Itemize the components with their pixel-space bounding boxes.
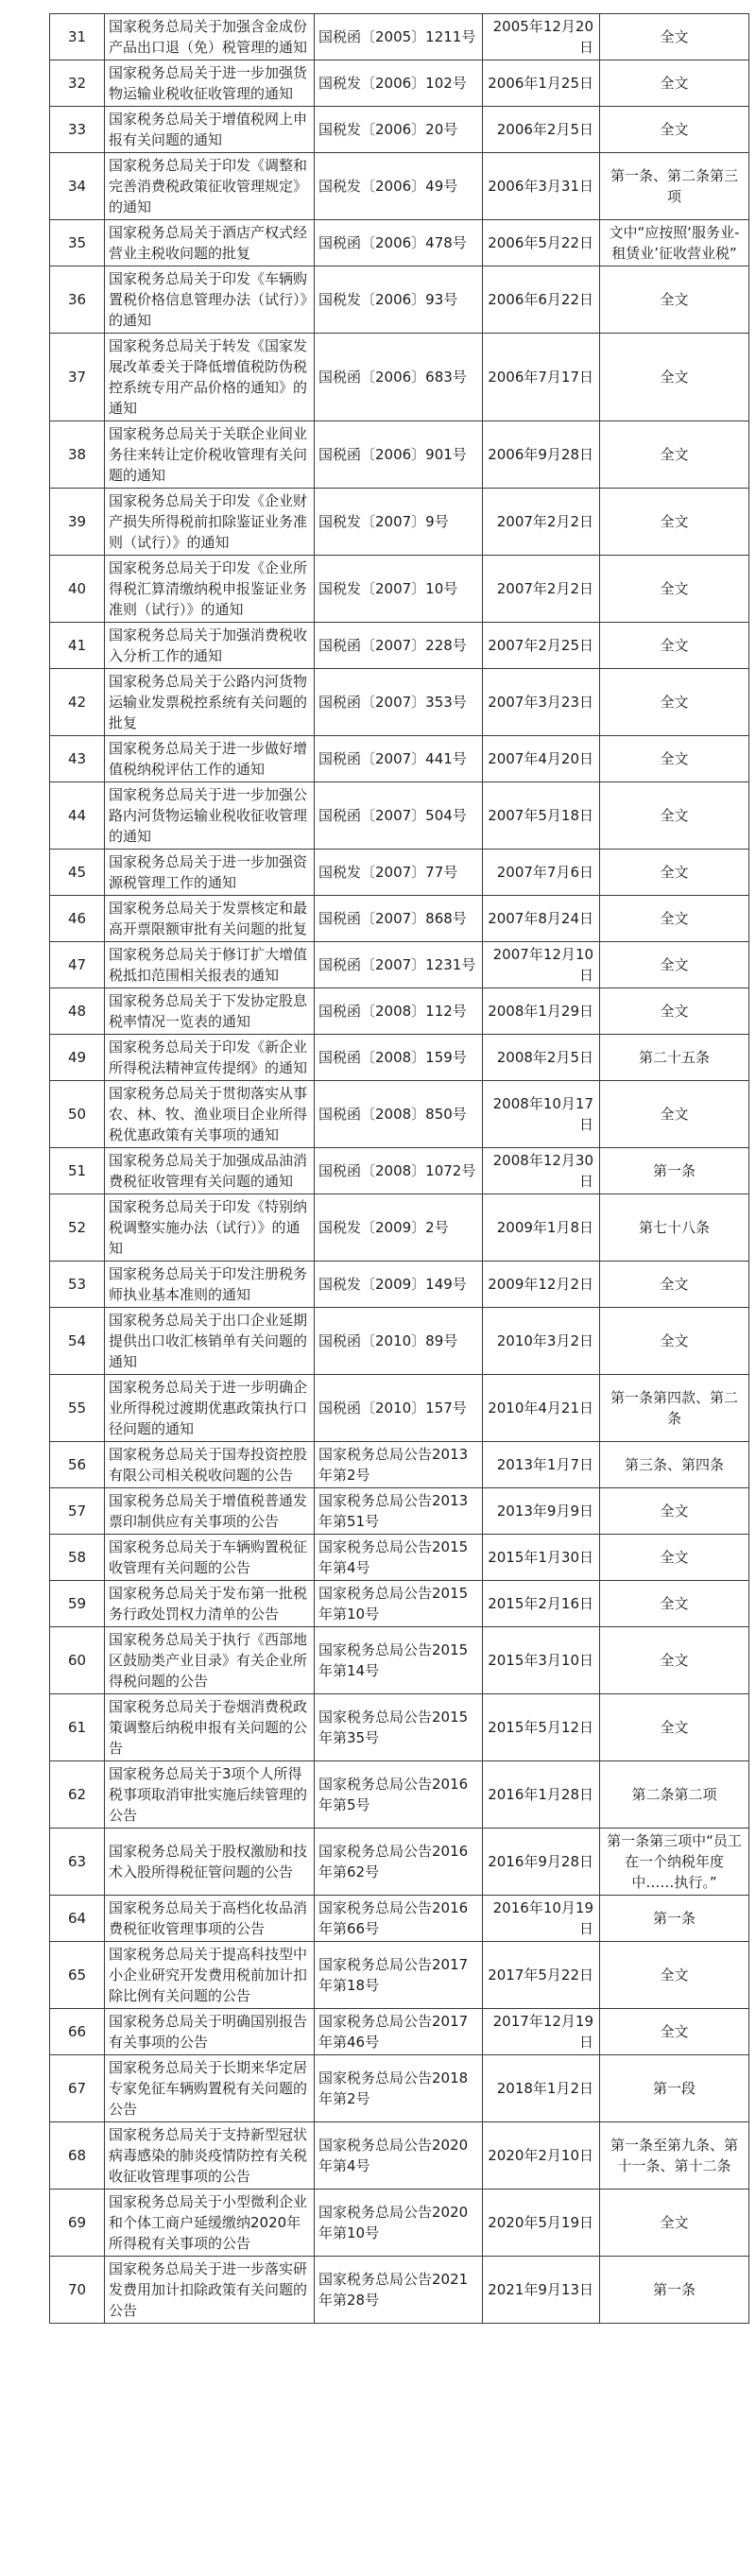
row-number: 37 xyxy=(50,334,105,421)
issue-date: 2006年7月17日 xyxy=(483,334,600,421)
issue-date: 2006年1月25日 xyxy=(483,60,600,107)
repealed-scope: 第一段 xyxy=(600,2055,749,2122)
row-number: 31 xyxy=(50,14,105,60)
table-row xyxy=(50,2257,749,2324)
row-number: 54 xyxy=(50,1308,105,1375)
row-number: 61 xyxy=(50,1694,105,1761)
row-number: 47 xyxy=(50,942,105,988)
row-number: 65 xyxy=(50,1942,105,2009)
document-number: 国税发〔2007〕77号 xyxy=(315,850,483,896)
issue-date: 2006年2月5日 xyxy=(483,107,600,153)
document-number: 国税发〔2009〕149号 xyxy=(315,1262,483,1308)
document-title: 国家税务总局关于加强含金成份产品出口退（免）税管理的通知 xyxy=(105,14,315,60)
document-number: 国税发〔2009〕2号 xyxy=(315,1194,483,1262)
document-title: 国家税务总局关于修订扩大增值税抵扣范围相关报表的通知 xyxy=(105,942,315,988)
issue-date: 2006年9月28日 xyxy=(483,421,600,489)
document-number: 国家税务总局公告2020年第4号 xyxy=(315,2122,483,2190)
document-number: 国税函〔2010〕89号 xyxy=(315,1308,483,1375)
issue-date: 2017年12月19日 xyxy=(483,2009,600,2055)
table-row xyxy=(50,1761,749,1829)
table-row xyxy=(50,1829,749,1896)
row-number: 52 xyxy=(50,1194,105,1262)
row-number: 38 xyxy=(50,421,105,489)
row-number: 36 xyxy=(50,266,105,334)
document-title: 国家税务总局关于贯彻落实从事农、林、牧、渔业项目企业所得税优惠政策有关事项的通知 xyxy=(105,1081,315,1148)
table-row xyxy=(50,1035,749,1081)
table-row xyxy=(50,1308,749,1375)
repealed-scope: 第二条第二项 xyxy=(600,1761,749,1829)
repealed-scope: 全文 xyxy=(600,1627,749,1694)
row-number: 53 xyxy=(50,1262,105,1308)
repealed-scope: 全文 xyxy=(600,988,749,1035)
issue-date: 2010年4月21日 xyxy=(483,1375,600,1442)
repealed-scope: 第一条、第二条第三项 xyxy=(600,153,749,220)
document-number: 国家税务总局公告2013年第51号 xyxy=(315,1488,483,1535)
table-row xyxy=(50,60,749,107)
issue-date: 2007年12月10日 xyxy=(483,942,600,988)
table-row xyxy=(50,266,749,334)
document-number: 国税函〔2007〕868号 xyxy=(315,896,483,942)
document-number: 国税函〔2008〕1072号 xyxy=(315,1148,483,1194)
row-number: 64 xyxy=(50,1896,105,1942)
table-row xyxy=(50,14,749,60)
issue-date: 2008年1月29日 xyxy=(483,988,600,1035)
document-number: 国税函〔2007〕228号 xyxy=(315,623,483,669)
document-number: 国家税务总局公告2013年第2号 xyxy=(315,1442,483,1488)
document-title: 国家税务总局关于转发《国家发展改革委关于降低增值税防伪税控系统专用产品价格的通知》的通知 xyxy=(105,334,315,421)
issue-date: 2006年3月31日 xyxy=(483,153,600,220)
repealed-scope: 全文 xyxy=(600,489,749,556)
repealed-scope: 第一条至第九条、第十一条、第十二条 xyxy=(600,2122,749,2190)
table-row xyxy=(50,1581,749,1627)
document-title: 国家税务总局关于公路内河货物运输业发票税控系统有关问题的批复 xyxy=(105,669,315,736)
document-title: 国家税务总局关于进一步落实研发费用加计扣除政策有关问题的公告 xyxy=(105,2257,315,2324)
repealed-scope: 全文 xyxy=(600,1694,749,1761)
document-title: 国家税务总局关于印发《调整和完善消费税政策征收管理规定》的通知 xyxy=(105,153,315,220)
issue-date: 2010年3月2日 xyxy=(483,1308,600,1375)
row-number: 66 xyxy=(50,2009,105,2055)
issue-date: 2007年2月2日 xyxy=(483,489,600,556)
row-number: 60 xyxy=(50,1627,105,1694)
issue-date: 2020年2月10日 xyxy=(483,2122,600,2190)
document-title: 国家税务总局关于印发《车辆购置税价格信息管理办法（试行）》的通知 xyxy=(105,266,315,334)
table-row xyxy=(50,782,749,850)
repealed-scope: 全文 xyxy=(600,1262,749,1308)
repealed-scope: 第二十五条 xyxy=(600,1035,749,1081)
repealed-scope: 全文 xyxy=(600,850,749,896)
issue-date: 2009年1月8日 xyxy=(483,1194,600,1262)
document-number: 国税函〔2007〕353号 xyxy=(315,669,483,736)
issue-date: 2006年6月22日 xyxy=(483,266,600,334)
table-row xyxy=(50,1081,749,1148)
document-title: 国家税务总局关于高档化妆品消费税征收管理事项的公告 xyxy=(105,1896,315,1942)
document-number: 国税发〔2007〕10号 xyxy=(315,556,483,623)
issue-date: 2007年8月24日 xyxy=(483,896,600,942)
issue-date: 2013年1月7日 xyxy=(483,1442,600,1488)
issue-date: 2020年5月19日 xyxy=(483,2190,600,2257)
table-row xyxy=(50,107,749,153)
document-title: 国家税务总局关于小型微利企业和个体工商户延缓缴纳2020年所得税有关事项的公告 xyxy=(105,2190,315,2257)
row-number: 58 xyxy=(50,1535,105,1581)
issue-date: 2007年2月25日 xyxy=(483,623,600,669)
row-number: 56 xyxy=(50,1442,105,1488)
issue-date: 2007年4月20日 xyxy=(483,736,600,782)
document-number: 国家税务总局公告2016年第62号 xyxy=(315,1829,483,1896)
row-number: 45 xyxy=(50,850,105,896)
table-row xyxy=(50,1627,749,1694)
document-number: 国家税务总局公告2018年第2号 xyxy=(315,2055,483,2122)
repealed-scope: 第七十八条 xyxy=(600,1194,749,1262)
table-row xyxy=(50,421,749,489)
row-number: 50 xyxy=(50,1081,105,1148)
row-number: 33 xyxy=(50,107,105,153)
document-number: 国税发〔2006〕49号 xyxy=(315,153,483,220)
table-row xyxy=(50,1535,749,1581)
table-row xyxy=(50,896,749,942)
issue-date: 2008年10月17日 xyxy=(483,1081,600,1148)
repealed-scope: 全文 xyxy=(600,736,749,782)
document-title: 国家税务总局关于进一步加强货物运输业税收征收管理的通知 xyxy=(105,60,315,107)
table-row xyxy=(50,1694,749,1761)
table-row xyxy=(50,153,749,220)
document-number: 国家税务总局公告2015年第35号 xyxy=(315,1694,483,1761)
issue-date: 2007年3月23日 xyxy=(483,669,600,736)
table-row xyxy=(50,489,749,556)
table-row xyxy=(50,850,749,896)
issue-date: 2008年12月30日 xyxy=(483,1148,600,1194)
issue-date: 2016年1月28日 xyxy=(483,1761,600,1829)
repealed-scope: 全文 xyxy=(600,896,749,942)
table-row xyxy=(50,1194,749,1262)
table-row xyxy=(50,2055,749,2122)
issue-date: 2017年5月22日 xyxy=(483,1942,600,2009)
row-number: 44 xyxy=(50,782,105,850)
document-number: 国税函〔2008〕112号 xyxy=(315,988,483,1035)
table-row xyxy=(50,988,749,1035)
repealed-scope: 全文 xyxy=(600,669,749,736)
table-row xyxy=(50,669,749,736)
row-number: 41 xyxy=(50,623,105,669)
issue-date: 2015年5月12日 xyxy=(483,1694,600,1761)
document-title: 国家税务总局关于支持新型冠状病毒感染的肺炎疫情防控有关税收征收管理事项的公告 xyxy=(105,2122,315,2190)
row-number: 39 xyxy=(50,489,105,556)
issue-date: 2013年9月9日 xyxy=(483,1488,600,1535)
table-row xyxy=(50,623,749,669)
document-number: 国税函〔2005〕1211号 xyxy=(315,14,483,60)
document-number: 国税函〔2007〕504号 xyxy=(315,782,483,850)
document-title: 国家税务总局关于卷烟消费税政策调整后纳税申报有关问题的公告 xyxy=(105,1694,315,1761)
document-title: 国家税务总局关于进一步做好增值税纳税评估工作的通知 xyxy=(105,736,315,782)
table-row xyxy=(50,1375,749,1442)
issue-date: 2021年9月13日 xyxy=(483,2257,600,2324)
repealed-scope: 全文 xyxy=(600,942,749,988)
issue-date: 2007年5月18日 xyxy=(483,782,600,850)
table-row xyxy=(50,220,749,266)
document-number: 国家税务总局公告2021年第28号 xyxy=(315,2257,483,2324)
row-number: 43 xyxy=(50,736,105,782)
document-number: 国税函〔2007〕1231号 xyxy=(315,942,483,988)
table-row xyxy=(50,1942,749,2009)
document-title: 国家税务总局关于印发注册税务师执业基本准则的通知 xyxy=(105,1262,315,1308)
issue-date: 2007年2月2日 xyxy=(483,556,600,623)
repealed-scope: 全文 xyxy=(600,556,749,623)
document-number: 国家税务总局公告2015年第4号 xyxy=(315,1535,483,1581)
document-number: 国税函〔2006〕478号 xyxy=(315,220,483,266)
issue-date: 2007年7月6日 xyxy=(483,850,600,896)
repealed-scope: 全文 xyxy=(600,1535,749,1581)
repealed-scope: 全文 xyxy=(600,1308,749,1375)
document-title: 国家税务总局关于发票核定和最高开票限额审批有关问题的批复 xyxy=(105,896,315,942)
document-number: 国税函〔2008〕850号 xyxy=(315,1081,483,1148)
document-title: 国家税务总局关于酒店产权式经营业主税收问题的批复 xyxy=(105,220,315,266)
row-number: 70 xyxy=(50,2257,105,2324)
table-row xyxy=(50,334,749,421)
document-title: 国家税务总局关于下发协定股息税率情况一览表的通知 xyxy=(105,988,315,1035)
issue-date: 2008年2月5日 xyxy=(483,1035,600,1081)
row-number: 68 xyxy=(50,2122,105,2190)
document-title: 国家税务总局关于进一步加强资源税管理工作的通知 xyxy=(105,850,315,896)
document-number: 国税发〔2006〕102号 xyxy=(315,60,483,107)
document-title: 国家税务总局关于出口企业延期提供出口收汇核销单有关问题的通知 xyxy=(105,1308,315,1375)
document-title: 国家税务总局关于车辆购置税征收管理有关问题的公告 xyxy=(105,1535,315,1581)
row-number: 35 xyxy=(50,220,105,266)
repealed-scope: 全文 xyxy=(600,334,749,421)
document-title: 国家税务总局关于明确国别报告有关事项的公告 xyxy=(105,2009,315,2055)
row-number: 51 xyxy=(50,1148,105,1194)
document-title: 国家税务总局关于增值税普通发票印制供应有关事项的公告 xyxy=(105,1488,315,1535)
row-number: 55 xyxy=(50,1375,105,1442)
document-title: 国家税务总局关于印发《特别纳税调整实施办法（试行）》的通知 xyxy=(105,1194,315,1262)
row-number: 42 xyxy=(50,669,105,736)
issue-date: 2015年3月10日 xyxy=(483,1627,600,1694)
table-row xyxy=(50,736,749,782)
document-title: 国家税务总局关于关联企业间业务往来转让定价税收管理有关问题的通知 xyxy=(105,421,315,489)
document-title: 国家税务总局关于执行《西部地区鼓励类产业目录》有关企业所得税问题的公告 xyxy=(105,1627,315,1694)
document-number: 国税函〔2010〕157号 xyxy=(315,1375,483,1442)
table-row xyxy=(50,1148,749,1194)
row-number: 46 xyxy=(50,896,105,942)
document-title: 国家税务总局关于进一步明确企业所得税过渡期优惠政策执行口径问题的通知 xyxy=(105,1375,315,1442)
row-number: 59 xyxy=(50,1581,105,1627)
table-row xyxy=(50,942,749,988)
repealed-scope: 全文 xyxy=(600,782,749,850)
table-row xyxy=(50,1262,749,1308)
document-title: 国家税务总局关于国寿投资控股有限公司相关税收问题的公告 xyxy=(105,1442,315,1488)
repealed-scope: 全文 xyxy=(600,421,749,489)
repealed-scope: 全文 xyxy=(600,14,749,60)
row-number: 34 xyxy=(50,153,105,220)
row-number: 49 xyxy=(50,1035,105,1081)
repealed-scope: 全文 xyxy=(600,1488,749,1535)
document-title: 国家税务总局关于印发《企业所得税汇算清缴纳税申报鉴证业务准则（试行）》的通知 xyxy=(105,556,315,623)
repealed-scope: 第一条第四款、第二条 xyxy=(600,1375,749,1442)
document-number: 国家税务总局公告2016年第5号 xyxy=(315,1761,483,1829)
repealed-scope: 全文 xyxy=(600,1581,749,1627)
document-title: 国家税务总局关于长期来华定居专家免征车辆购置税有关问题的公告 xyxy=(105,2055,315,2122)
document-number: 国家税务总局公告2016年第66号 xyxy=(315,1896,483,1942)
document-number: 国家税务总局公告2020年第10号 xyxy=(315,2190,483,2257)
repealed-scope: 全文 xyxy=(600,1942,749,2009)
repealed-scope: 第三条、第四条 xyxy=(600,1442,749,1488)
table-row xyxy=(50,2122,749,2190)
document-number: 国税发〔2006〕20号 xyxy=(315,107,483,153)
repealed-scope: 第一条 xyxy=(600,1148,749,1194)
document-title: 国家税务总局关于印发《新企业所得税法精神宣传提纲》的通知 xyxy=(105,1035,315,1081)
table-row xyxy=(50,556,749,623)
row-number: 32 xyxy=(50,60,105,107)
document-number: 国家税务总局公告2015年第14号 xyxy=(315,1627,483,1694)
issue-date: 2009年12月2日 xyxy=(483,1262,600,1308)
repealed-scope: 第一条 xyxy=(600,1896,749,1942)
document-title: 国家税务总局关于印发《企业财产损失所得税前扣除鉴证业务准则（试行）》的通知 xyxy=(105,489,315,556)
document-number: 国税函〔2008〕159号 xyxy=(315,1035,483,1081)
issue-date: 2015年2月16日 xyxy=(483,1581,600,1627)
document-title: 国家税务总局关于加强成品油消费税征收管理有关问题的通知 xyxy=(105,1148,315,1194)
row-number: 62 xyxy=(50,1761,105,1829)
issue-date: 2016年9月28日 xyxy=(483,1829,600,1896)
document-number: 国家税务总局公告2017年第18号 xyxy=(315,1942,483,2009)
document-title: 国家税务总局关于加强消费税收入分析工作的通知 xyxy=(105,623,315,669)
document-title: 国家税务总局关于股权激励和技术入股所得税征管问题的公告 xyxy=(105,1829,315,1896)
document-title: 国家税务总局关于发布第一批税务行政处罚权力清单的公告 xyxy=(105,1581,315,1627)
issue-date: 2006年5月22日 xyxy=(483,220,600,266)
issue-date: 2015年1月30日 xyxy=(483,1535,600,1581)
document-title: 国家税务总局关于进一步加强公路内河货物运输业税收征收管理的通知 xyxy=(105,782,315,850)
repealed-scope: 全文 xyxy=(600,623,749,669)
document-title: 国家税务总局关于增值税网上申报有关问题的通知 xyxy=(105,107,315,153)
repealed-scope: 全文 xyxy=(600,266,749,334)
repealed-scope: 全文 xyxy=(600,2190,749,2257)
document-number: 国家税务总局公告2017年第46号 xyxy=(315,2009,483,2055)
row-number: 69 xyxy=(50,2190,105,2257)
document-number: 国税函〔2006〕683号 xyxy=(315,334,483,421)
row-number: 57 xyxy=(50,1488,105,1535)
repealed-scope: 文中“应按照‘服务业-租赁业’征收营业税” xyxy=(600,220,749,266)
repealed-documents-table xyxy=(49,13,749,2324)
table-row xyxy=(50,1896,749,1942)
row-number: 63 xyxy=(50,1829,105,1896)
issue-date: 2018年1月2日 xyxy=(483,2055,600,2122)
repealed-scope: 第一条 xyxy=(600,2257,749,2324)
issue-date: 2016年10月19日 xyxy=(483,1896,600,1942)
document-number: 国税函〔2006〕901号 xyxy=(315,421,483,489)
table-body xyxy=(50,14,749,2324)
document-number: 国家税务总局公告2015年第10号 xyxy=(315,1581,483,1627)
repealed-scope: 全文 xyxy=(600,107,749,153)
table-row xyxy=(50,2009,749,2055)
row-number: 67 xyxy=(50,2055,105,2122)
repealed-scope: 第一条第三项中“员工在一个纳税年度中……执行。” xyxy=(600,1829,749,1896)
document-title: 国家税务总局关于3项个人所得税事项取消审批实施后续管理的公告 xyxy=(105,1761,315,1829)
document-title: 国家税务总局关于提高科技型中小企业研究开发费用税前加计扣除比例有关问题的公告 xyxy=(105,1942,315,2009)
document-number: 国税发〔2007〕9号 xyxy=(315,489,483,556)
table-row xyxy=(50,1442,749,1488)
repealed-scope: 全文 xyxy=(600,1081,749,1148)
repealed-scope: 全文 xyxy=(600,60,749,107)
document-number: 国税发〔2006〕93号 xyxy=(315,266,483,334)
repealed-scope: 全文 xyxy=(600,2009,749,2055)
issue-date: 2005年12月20日 xyxy=(483,14,600,60)
row-number: 48 xyxy=(50,988,105,1035)
document-number: 国税函〔2007〕441号 xyxy=(315,736,483,782)
table-row xyxy=(50,1488,749,1535)
table-row xyxy=(50,2190,749,2257)
row-number: 40 xyxy=(50,556,105,623)
